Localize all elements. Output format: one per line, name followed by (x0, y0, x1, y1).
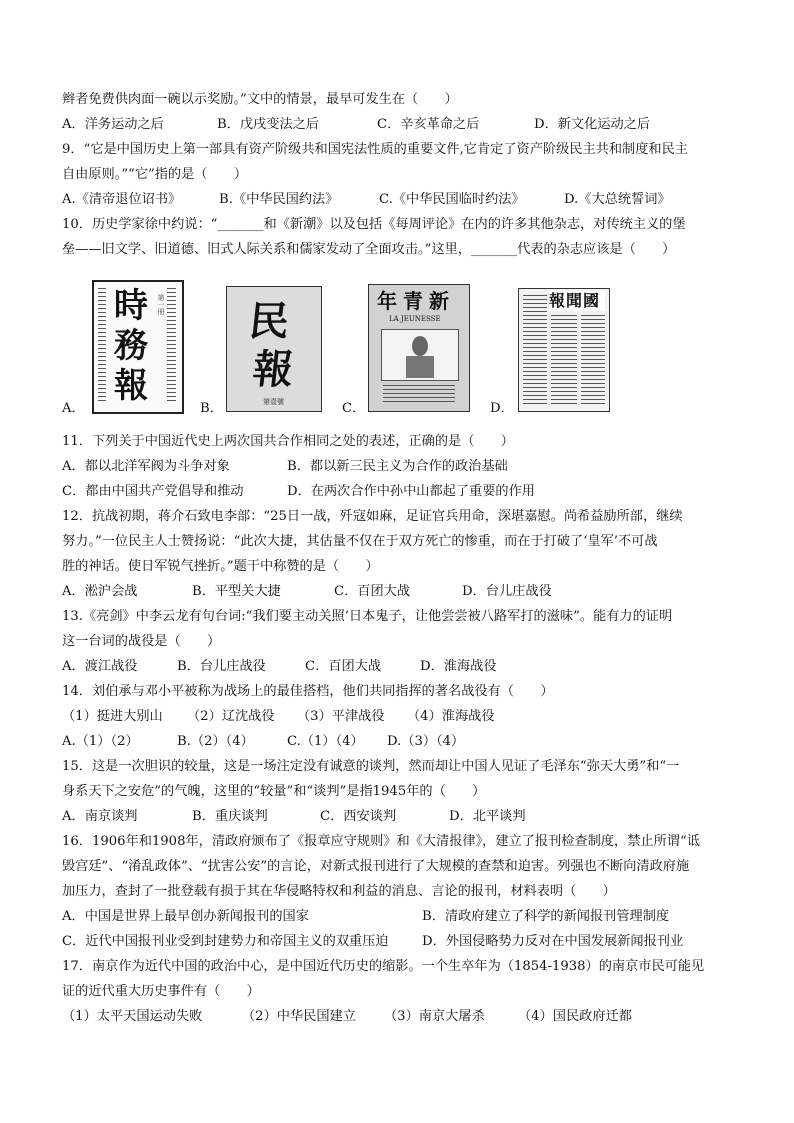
q12-option-d: D．台儿庄战役 (462, 584, 552, 599)
shiwubao-title-3: 報 (114, 366, 148, 406)
q17-item-4: （4）国民政府迁都 (518, 1009, 632, 1024)
minbao-issue: 第壹號 (263, 398, 284, 406)
q11-stem: 11．下列关于中国近代史上两次国共合作相同之处的表述，正确的是（ ） (62, 434, 514, 449)
q9-option-d: D.《大总统誓词》 (564, 192, 671, 207)
q16-option-d: D．外国侵略势力反对在中国发展新闻报刊业 (422, 934, 684, 949)
q12-stem-line1: 12．抗战初期，蒋介石致电李部：“25日一战，歼寇如麻，足证官兵用命，深堪嘉慰。尚希益励所部，继续 (62, 509, 683, 524)
shiwubao-cover-image (92, 280, 184, 414)
q16-option-c: C．近代中国报刊业受到封建势力和帝国主义的双重压迫 (62, 934, 389, 949)
guowenbao-cover-image (518, 288, 610, 412)
minbao-title-2: 報 (250, 346, 296, 393)
minbao-title-1: 民 (246, 298, 292, 345)
q13-stem-line1: 13.《亮剑》中李云龙有句台词:“我们要主动关照’日本鬼子，让他尝尝被八路军打的滋味”。能有力的证明 (62, 609, 673, 624)
q9-option-c: C.《中华民国临时约法》 (379, 192, 525, 207)
q13-stem-line2: 这一台词的战役是（ ） (62, 634, 221, 649)
q8-option-d: D．新文化运动之后 (534, 117, 651, 132)
portrait-box (381, 329, 459, 381)
q9-stem-line2: 自由原则。”“它”指的是（ ） (62, 167, 248, 182)
q10-option-c-label: C． (342, 401, 366, 416)
q8-option-c: C．辛亥革命之后 (377, 117, 480, 132)
q8-stem-tail: 辫者免费供肉面一碗以示奖励。”文中的情景，最早可发生在（ ） (62, 92, 458, 107)
q14-option-b: B.（2）（4） (177, 734, 254, 749)
q11-option-d: D．在两次合作中孙中山都起了重要的作用 (287, 484, 535, 499)
q13-option-c: C．百团大战 (305, 659, 382, 674)
q16-option-a: A．中国是世界上最早创办新闻报刊的国家 (62, 909, 309, 924)
q8-option-a: A．洋务运动之后 (62, 117, 164, 132)
q14-option-c: C.（1）（4） (287, 734, 364, 749)
q14-option-a: A.（1）（2） (62, 734, 139, 749)
q12-option-b: B．平型关大捷 (192, 584, 281, 599)
q8-option-b: B．戊戌变法之后 (217, 117, 320, 132)
shiwubao-issue: 第一冊 (157, 294, 165, 315)
q9-option-a: A.《清帝退位诏书》 (62, 192, 182, 207)
guowenbao-title: 報聞國 (549, 291, 605, 311)
q14-item-3: （3）平津战役 (297, 709, 385, 724)
q14-item-1: （1）挺进大别山 (62, 709, 163, 724)
q11-option-a: A．都以北洋军阀为斗争对象 (62, 459, 230, 474)
q11-option-b: B．都以新三民主义为合作的政治基础 (287, 459, 508, 474)
q14-item-2: （2）辽沈战役 (187, 709, 275, 724)
q16-stem-line2: 毁宫廷”、“淆乱政体”、“扰害公安”的言论，对新式报刊进行了大规模的查禁和迫害。列强也不断向清政府施 (62, 859, 690, 874)
q9-option-b: B.《中华民国约法》 (219, 192, 339, 207)
shiwubao-title-1: 時 (114, 286, 148, 326)
q16-stem-line3: 加压力，查封了一批登载有损于其在华侵略特权和利益的消息、言论的报刊，材料表明（ ） (62, 884, 616, 899)
q9-stem-line1: 9．“它是中国历史上第一部具有资产阶级共和国宪法性质的重要文件,它肯定了资产阶级民主共和制度和民主 (62, 142, 688, 157)
q17-stem-line2: 证的近代重大历史事件有（ ） (62, 984, 260, 999)
q15-option-c: C．西安谈判 (320, 809, 397, 824)
q12-option-c: C．百团大战 (334, 584, 411, 599)
q10-stem-line1: 10．历史学家徐中约说：“_______和《新潮》以及包括《每周评论》在内的许多其他杂志，对传统主义的堡 (62, 217, 686, 232)
xinqingnian-cover-image (368, 284, 470, 412)
q10-option-b-label: B． (200, 401, 223, 416)
q12-stem-line2: 努力。”一位民主人士赞扬说：“此次大捷，其估量不仅在于双方死亡的惨重，而在于打破了‘皇军’不可战 (62, 534, 658, 549)
q15-option-a: A．南京谈判 (62, 809, 138, 824)
q12-option-a: A．淞沪会战 (62, 584, 138, 599)
q13-option-d: D．淮海战役 (420, 659, 497, 674)
q15-option-b: B．重庆谈判 (192, 809, 268, 824)
q10-option-d-label: D． (490, 401, 514, 416)
q13-option-a: A．渡江战役 (62, 659, 138, 674)
q17-item-2: （2）中华民国建立 (242, 1009, 356, 1024)
q16-stem-line1: 16．1906年和1908年，清政府颁布了《报章应守规则》和《大清报律》，建立了报刊检查制度，禁止所谓“诋 (62, 834, 700, 849)
q17-stem-line1: 17．南京作为近代中国的政治中心，是中国近代历史的缩影。一个生卒年为（1854-1938）的南京市民可能见 (62, 959, 705, 974)
xinqingnian-subtitle: LA JEUNESSE (389, 315, 441, 323)
q12-stem-line3: 胜的神话。使日军锐气挫折。”题干中称赞的是（ ） (62, 559, 379, 574)
q11-option-c: C．都由中国共产党倡导和推动 (62, 484, 244, 499)
q16-option-b: B．清政府建立了科学的新闻报刊管理制度 (422, 909, 670, 924)
q10-stem-line2: 垒——旧文学、旧道德、旧式人际关系和儒家发动了全面攻击。”这里，_______代表的杂志应该是（ ） (62, 242, 676, 257)
q14-stem: 14．刘伯承与邓小平被称为战场上的最佳搭档，他们共同指挥的著名战役有（ ） (62, 684, 554, 699)
minbao-cover-image (226, 286, 322, 412)
q10-option-a-label: A． (62, 401, 85, 416)
shiwubao-title-2: 務 (114, 326, 148, 366)
q14-item-4: （4）淮海战役 (407, 709, 495, 724)
q17-item-3: （3）南京大屠杀 (384, 1009, 485, 1024)
q14-option-d: D.（3）（4） (387, 734, 465, 749)
q15-stem-line1: 15．这是一次胆识的较量，这是一场注定没有诚意的谈判，然而却让中国人见证了毛泽东“弥天大勇”和“一 (62, 759, 680, 774)
q17-item-1: （1）太平天国运动失败 (62, 1009, 203, 1024)
q15-stem-line2: 身系天下之安危”的气魄，这里的“较量”和“谈判”是指1945年的（ ） (62, 784, 486, 799)
q13-option-b: B．台儿庄战役 (177, 659, 266, 674)
q15-option-d: D．北平谈判 (449, 809, 526, 824)
xinqingnian-title: 年青新 (377, 289, 455, 313)
